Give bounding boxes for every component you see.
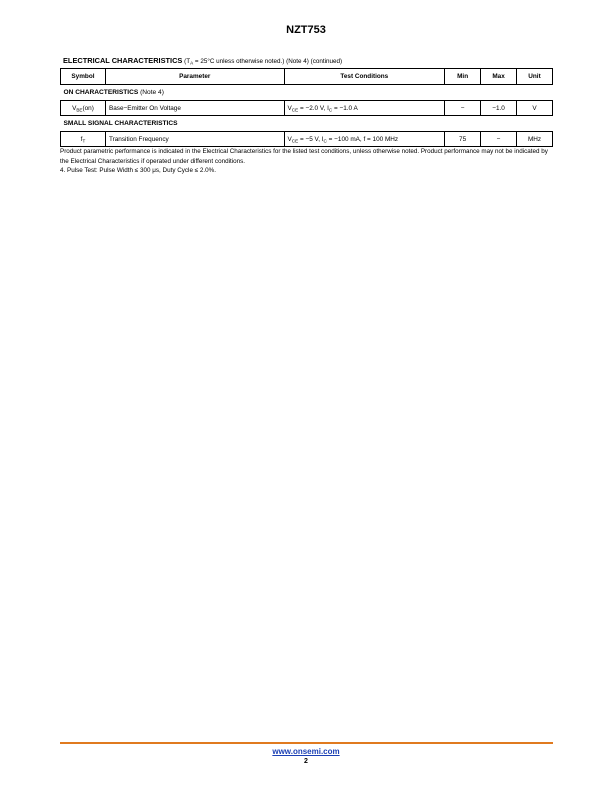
cell-test-conditions: $V_{CE} = -2.0$ V, $I_C = -1.0$ A: [284, 101, 445, 116]
page-number: 2: [304, 758, 308, 765]
cell-max: −: [481, 132, 517, 147]
cell-unit: V: [517, 101, 553, 116]
footnote-4: 4. Pulse Test: Pulse Width ≤ 300 μs, Duty Cycle ≤ 2.0%.: [60, 167, 217, 174]
cell-parameter: Base−Emitter On Voltage: [105, 101, 284, 116]
column-header-unit: Unit: [517, 69, 553, 85]
page-title: NZT753: [286, 24, 326, 36]
cell-max: −1.0: [481, 101, 517, 116]
section-heading-small-signal-characteristics: SMALL SIGNAL CHARACTERISTICS: [61, 116, 553, 132]
column-header-max: Max: [481, 69, 517, 85]
electrical-characteristics-table: [60, 68, 553, 147]
disclaimer-text: Product parametric performance is indicated in the Electrical Characteristics for the listed test conditions, unless otherwise noted. Product performance may not be indicated by the Electrical Characteristics if operated under different conditions.: [60, 148, 548, 165]
cell-test-conditions: $V_{CE} = -5$ V, $I_C = -100$ mA, f = 100 MHz: [284, 132, 445, 147]
cell-min: −: [445, 101, 481, 116]
column-header-symbol: Symbol: [61, 69, 106, 85]
cell-parameter: Transition Frequency: [105, 132, 284, 147]
column-header-min: Min: [445, 69, 481, 85]
table-heading-conditions: ($T_A = 25^\circ C$ unless otherwise noted.) (Note 4) (continued): [184, 58, 343, 66]
cell-unit: MHz: [517, 132, 553, 147]
cell-symbol: $f_T$: [61, 132, 106, 147]
table-row: [61, 132, 553, 147]
footer-divider: [60, 742, 553, 744]
footer-website-link[interactable]: www.onsemi.com: [272, 747, 340, 756]
section-heading-on-characteristics: ON CHARACTERISTICS (Note 4): [61, 85, 553, 101]
column-header-parameter: Parameter: [105, 69, 284, 85]
cell-min: 75: [445, 132, 481, 147]
table-header-row: [61, 69, 553, 85]
table-row: [61, 101, 553, 116]
table-heading: [63, 56, 342, 65]
cell-symbol: $V_{BE}(on)$: [61, 101, 106, 116]
notes: [60, 147, 553, 176]
table-heading-main: ELECTRICAL CHARACTERISTICS: [63, 56, 183, 65]
column-header-test-conditions: Test Conditions: [284, 69, 445, 85]
